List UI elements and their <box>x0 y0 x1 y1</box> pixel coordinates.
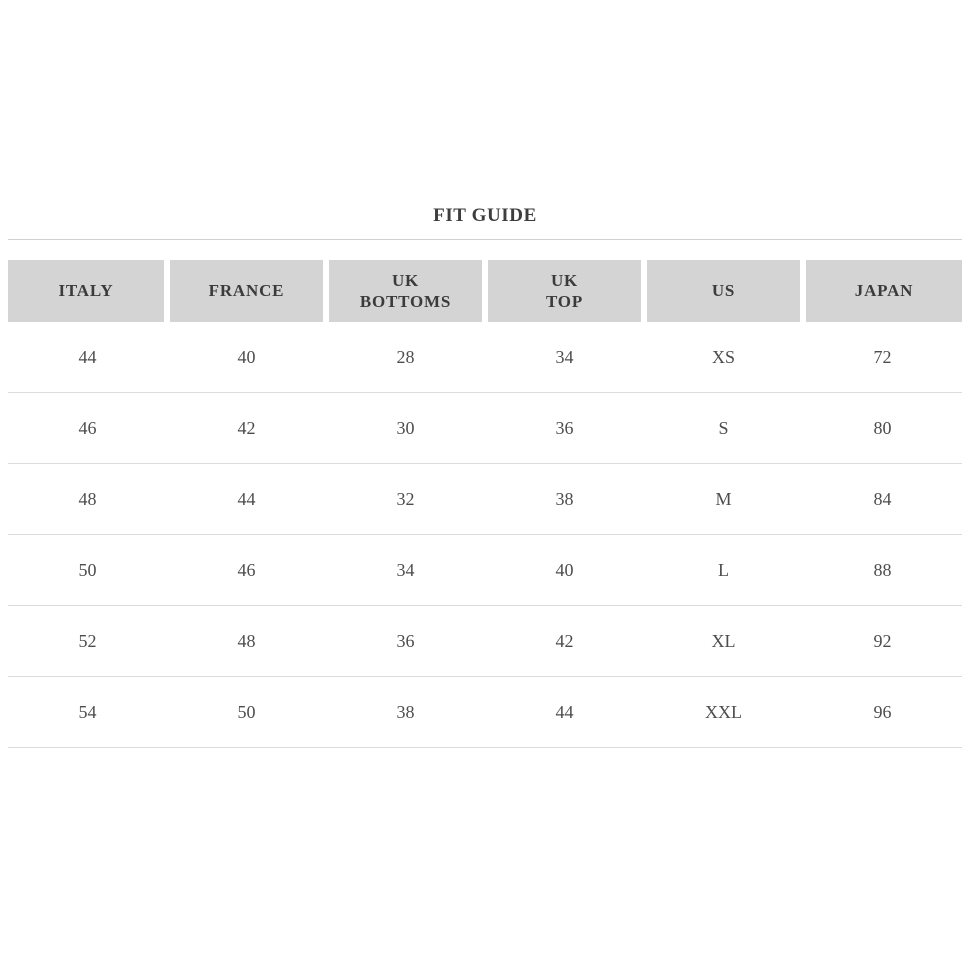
column-header-uk-bottoms-line-1: UK <box>391 270 420 290</box>
column-header-uk-bottoms <box>326 260 485 322</box>
column-header-us-line-1: US <box>711 281 736 301</box>
cell-italy: 50 <box>8 535 167 606</box>
cell-uk-bottoms: 28 <box>326 322 485 393</box>
table-row <box>8 464 962 535</box>
cell-us: XXL <box>644 677 803 748</box>
cell-italy: 46 <box>8 393 167 464</box>
cell-us: XS <box>644 322 803 393</box>
table-row <box>8 535 962 606</box>
table-row <box>8 393 962 464</box>
cell-uk-bottoms: 32 <box>326 464 485 535</box>
column-header-france-line-1: FRANCE <box>208 281 285 301</box>
cell-us: S <box>644 393 803 464</box>
table-row <box>8 322 962 393</box>
cell-uk-bottoms: 36 <box>326 606 485 677</box>
cell-uk-top: 44 <box>485 677 644 748</box>
cell-uk-top: 36 <box>485 393 644 464</box>
column-header-uk-top-line-1: UK <box>550 270 579 290</box>
cell-france: 48 <box>167 606 326 677</box>
cell-uk-bottoms: 34 <box>326 535 485 606</box>
column-header-japan-line-1: JAPAN <box>854 281 914 301</box>
cell-france: 42 <box>167 393 326 464</box>
title-divider <box>8 239 962 240</box>
cell-japan: 88 <box>803 535 962 606</box>
cell-uk-top: 34 <box>485 322 644 393</box>
cell-japan: 72 <box>803 322 962 393</box>
column-header-uk-top <box>485 260 644 322</box>
cell-france: 40 <box>167 322 326 393</box>
cell-italy: 48 <box>8 464 167 535</box>
column-header-france <box>167 260 326 322</box>
cell-france: 50 <box>167 677 326 748</box>
column-header-italy-line-1: ITALY <box>58 281 114 301</box>
cell-us: L <box>644 535 803 606</box>
table-header-row <box>8 260 962 322</box>
cell-france: 46 <box>167 535 326 606</box>
cell-uk-top: 42 <box>485 606 644 677</box>
column-header-uk-bottoms-line-2: BOTTOMS <box>359 292 452 311</box>
cell-uk-bottoms: 30 <box>326 393 485 464</box>
column-header-japan <box>803 260 962 322</box>
cell-italy: 52 <box>8 606 167 677</box>
table-body <box>8 322 962 748</box>
cell-france: 44 <box>167 464 326 535</box>
table-row <box>8 606 962 677</box>
cell-italy: 54 <box>8 677 167 748</box>
cell-italy: 44 <box>8 322 167 393</box>
column-header-italy <box>8 260 167 322</box>
cell-japan: 96 <box>803 677 962 748</box>
fit-guide-section <box>8 205 962 748</box>
cell-uk-top: 38 <box>485 464 644 535</box>
column-header-uk-top-line-2: TOP <box>545 292 584 311</box>
cell-us: XL <box>644 606 803 677</box>
column-header-us <box>644 260 803 322</box>
page-title: FIT GUIDE <box>433 205 537 226</box>
cell-japan: 84 <box>803 464 962 535</box>
cell-uk-top: 40 <box>485 535 644 606</box>
cell-japan: 80 <box>803 393 962 464</box>
table-row <box>8 677 962 748</box>
cell-uk-bottoms: 38 <box>326 677 485 748</box>
table-header <box>8 260 962 322</box>
cell-us: M <box>644 464 803 535</box>
size-conversion-table <box>8 260 962 748</box>
cell-japan: 92 <box>803 606 962 677</box>
